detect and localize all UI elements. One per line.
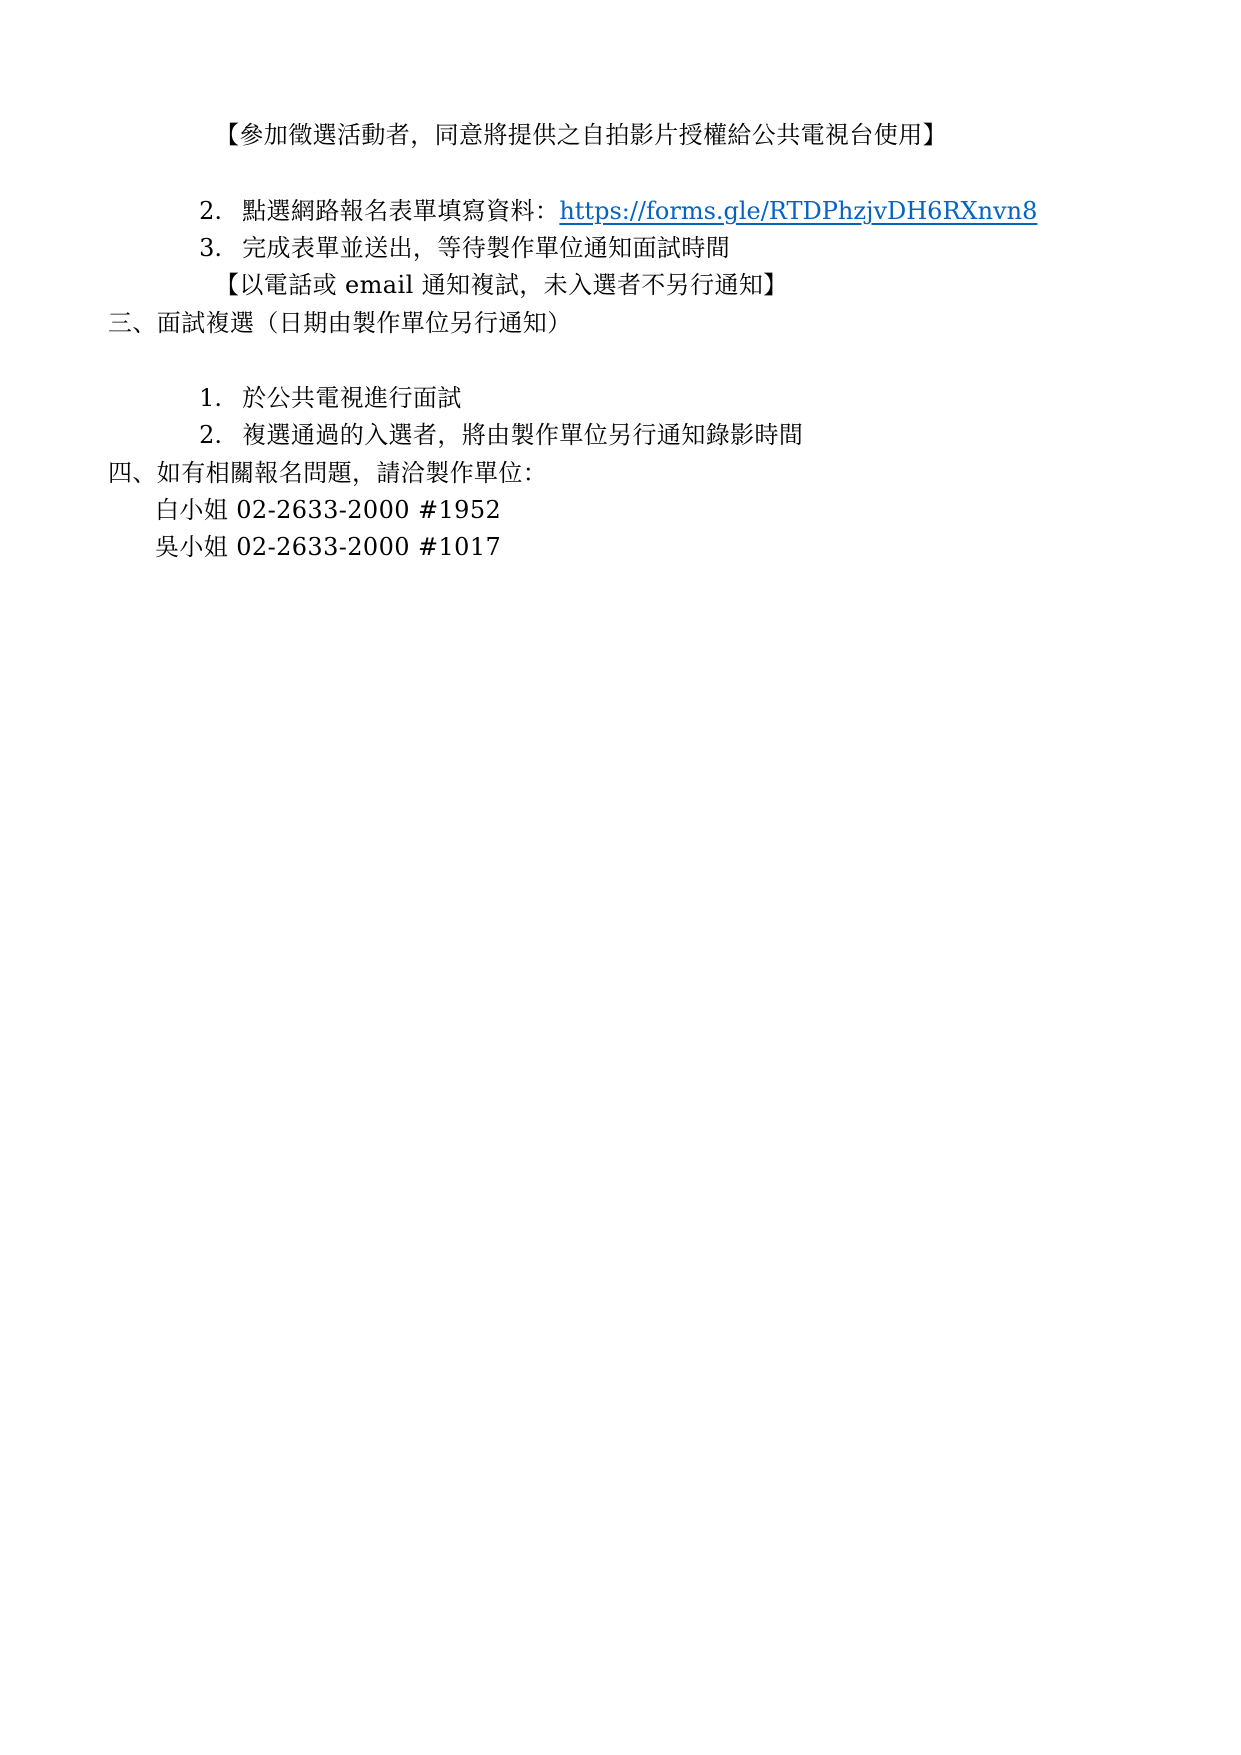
notify-note: 【以電話或 email 通知複試，未入選者不另行通知】 <box>215 271 788 299</box>
registration-form-link[interactable]: https://forms.gle/RTDPhzjvDH6RXnvn8 <box>559 197 1038 225</box>
section-3-heading: 三、面試複選（日期由製作單位另行通知） <box>108 309 572 337</box>
section-3-item-2 <box>167 378 804 449</box>
section-3-item-2-text: 複選通過的入選者，將由製作單位另行通知錄影時間 <box>242 421 804 449</box>
step-item-2-number: 2. <box>199 197 223 225</box>
contact-line-wu: 吳小姐 02-2633-2000 #1017 <box>155 533 502 561</box>
section-3-item-1 <box>167 341 462 412</box>
section-3-item-2-number: 2. <box>199 421 223 449</box>
step-item-2 <box>167 154 1038 225</box>
section-3-item-1-text: 於公共電視進行面試 <box>242 384 462 412</box>
step-item-3-number: 3. <box>199 234 223 262</box>
step-item-3-text: 完成表單並送出，等待製作單位通知面試時間 <box>242 234 731 262</box>
contact-line-bai: 白小姐 02-2633-2000 #1952 <box>155 496 502 524</box>
step-item-3 <box>167 191 731 262</box>
section-4-heading: 四、如有相關報名問題，請洽製作單位： <box>108 459 548 487</box>
step-item-2-text: 點選網路報名表單填寫資料： <box>242 197 560 225</box>
section-3-item-1-number: 1. <box>199 384 223 412</box>
consent-note: 【參加徵選活動者，同意將提供之自拍影片授權給公共電視台使用】 <box>215 121 947 149</box>
